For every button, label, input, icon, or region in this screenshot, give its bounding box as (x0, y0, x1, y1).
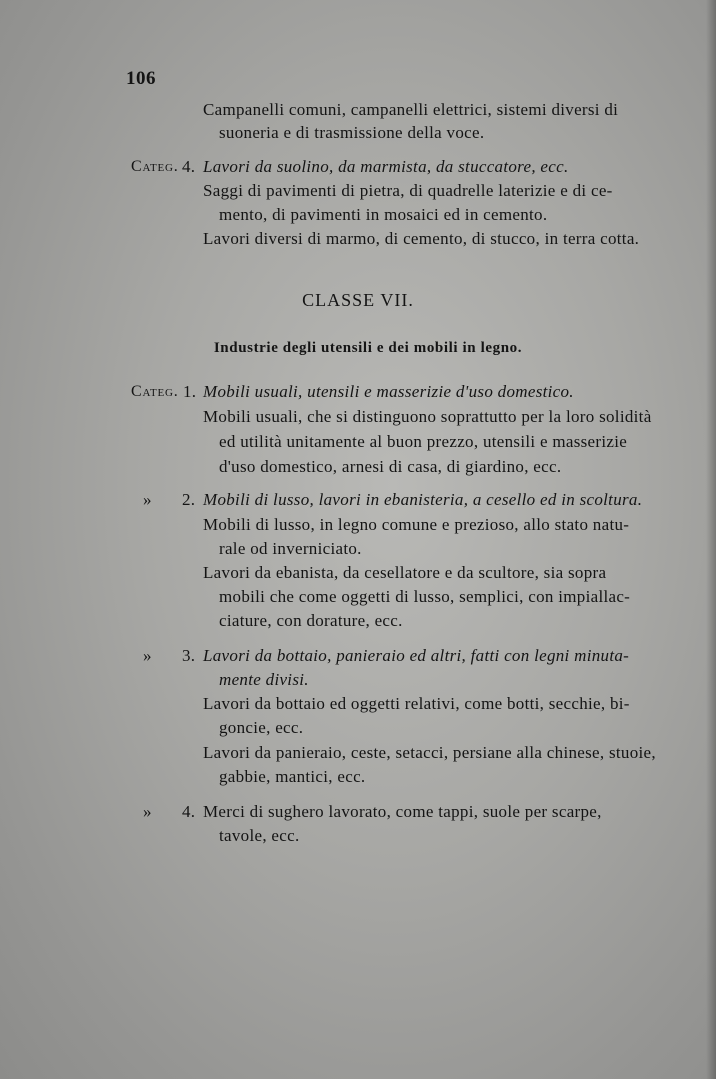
category-label: Categ. (131, 158, 179, 175)
ditto-mark: » (143, 646, 152, 665)
text-line: goncie, ecc. (219, 718, 304, 737)
text-line: gabbie, mantici, ecc. (219, 767, 366, 786)
text-line: rale od inverniciato. (219, 539, 362, 558)
text-line: suoneria e di trasmissione della voce. (219, 123, 485, 142)
category-label: Categ. (131, 383, 179, 400)
category-number: 3. (182, 646, 196, 665)
category-title: Lavori da bottaio, panieraio ed altri, fatti con legni minuta- (203, 646, 630, 665)
text-line: tavole, ecc. (219, 826, 300, 845)
text-line: Lavori diversi di marmo, di cemento, di stucco, in terra cotta. (203, 229, 640, 248)
text-line: ciature, con dorature, ecc. (219, 611, 403, 630)
text-line: Mobili di lusso, in legno comune e prezioso, allo stato natu- (203, 515, 630, 534)
category-number: 4. (182, 157, 196, 176)
category-title: Mobili usuali, utensili e masserizie d'uso domestico. (203, 382, 574, 401)
text-line: d'uso domestico, arnesi di casa, di giardino, ecc. (219, 457, 562, 476)
text-line: mento, di pavimenti in mosaici ed in cemento. (219, 205, 548, 224)
text-line: Saggi di pavimenti di pietra, di quadrelle laterizie e di ce- (203, 181, 613, 200)
text-line: Lavori da bottaio ed oggetti relativi, come botti, secchie, bi- (203, 694, 630, 713)
ditto-mark: » (143, 490, 152, 509)
text-line: Lavori da ebanista, da cesellatore e da scultore, sia sopra (203, 563, 607, 582)
section-title: Industrie degli utensili e dei mobili in legno. (213, 340, 523, 356)
page-number: 106 (126, 68, 156, 89)
category-title-continued: mente divisi. (219, 670, 309, 689)
category-title: Lavori da suolino, da marmista, da stuccatore, ecc. (203, 157, 569, 176)
category-number: 4. (182, 802, 196, 821)
category-number: 1. (183, 382, 197, 401)
text-line: Merci di sughero lavorato, come tappi, suole per scarpe, (203, 802, 602, 821)
class-heading: CLASSE VII. (302, 290, 414, 310)
ditto-mark: » (143, 802, 152, 821)
text-line: Campanelli comuni, campanelli elettrici, sistemi diversi di (203, 100, 619, 119)
text-line: ed utilità unitamente al buon prezzo, utensili e masserizie (219, 432, 628, 451)
page-edge-shadow (706, 0, 716, 1079)
category-number: 2. (182, 490, 196, 509)
text-line: mobili che come oggetti di lusso, semplici, con impiallac- (219, 587, 631, 606)
text-line: Lavori da panieraio, ceste, setacci, persiane alla chinese, stuoie, (203, 743, 656, 762)
text-line: Mobili usuali, che si distinguono soprattutto per la loro solidità (203, 407, 652, 426)
category-title: Mobili di lusso, lavori in ebanisteria, a cesello ed in scoltura. (203, 490, 643, 509)
